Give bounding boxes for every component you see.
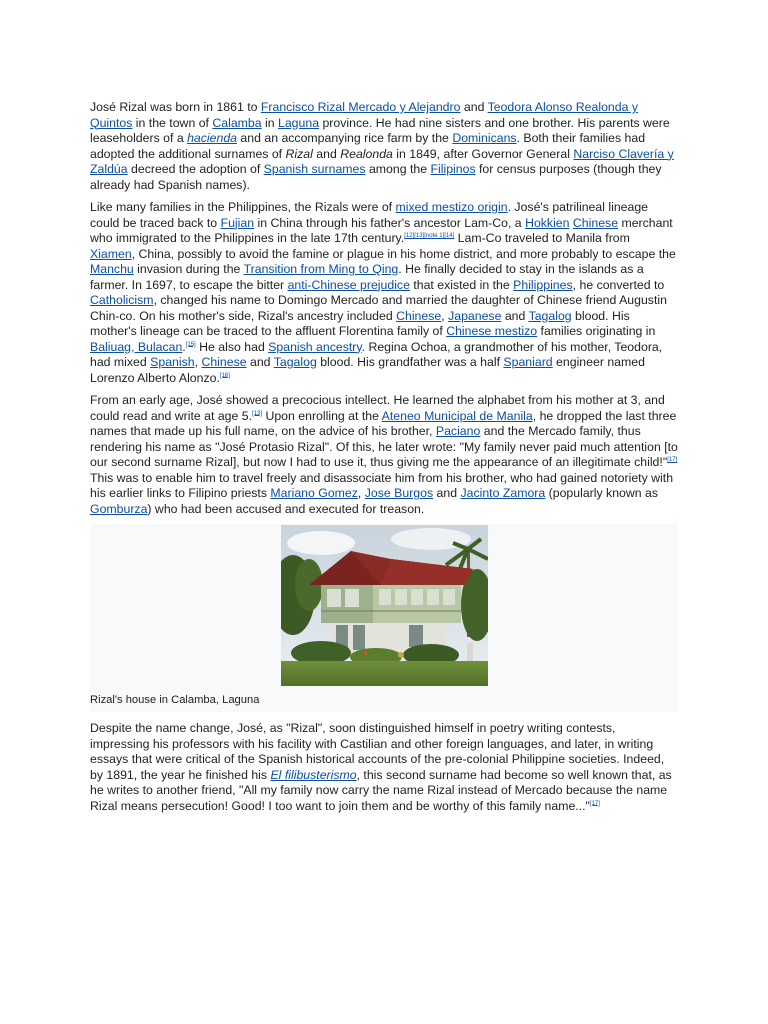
wiki-link[interactable]: Mariano Gomez <box>270 486 358 500</box>
wiki-link[interactable]: Philippines <box>513 277 573 292</box>
wiki-link[interactable]: Jose Burgos <box>364 486 434 500</box>
text-run: From an early age, José showed a precocious intellect. He learned the alphabet from his mother at 3, and could read and write at age 5. <box>90 393 665 423</box>
text-run: and <box>312 146 341 161</box>
wiki-link[interactable]: Chinese <box>572 215 619 230</box>
wiki-link[interactable]: Chinese <box>201 355 247 369</box>
wiki-link[interactable]: Laguna <box>278 115 320 130</box>
text-run: Upon enrolling at the <box>262 408 382 423</box>
wiki-link[interactable]: Chinese mestizo <box>446 324 538 338</box>
text-run: Despite the name change, José, as "Rizal", soon distinguished himself in poetry writing contests, impressing his professors with his facility with Castilian and other foreign languages, and later, in writing essays that were critical of the Spanish historical accounts of the pre-colonial Philippine societies. Indeed, by 1891, the year he finished his <box>90 721 665 782</box>
citation-ref[interactable]: [13] <box>252 410 263 417</box>
text-run: blood. His mother's lineage can be traced to the affluent Florentina family of <box>90 308 630 338</box>
paragraph-early-life <box>90 393 678 517</box>
wiki-link[interactable]: Ateneo Municipal de Manila <box>381 408 533 423</box>
text-run: He also had <box>195 339 269 354</box>
text-run: , China, possibly to avoid the famine or plague in his home district, and more probably to escape the <box>131 246 676 261</box>
text-run: engineer named Lorenzo Alberto Alonzo. <box>90 355 645 385</box>
text-run: , he converted to <box>572 277 665 292</box>
text-run: Realonda <box>340 146 393 161</box>
text-run: families originating in <box>537 324 656 338</box>
text-run: province. He had nine sisters and one brother. His parents were leaseholders of a <box>90 115 670 145</box>
text-run: , <box>441 308 449 323</box>
wiki-link[interactable]: Paciano <box>435 424 481 438</box>
text-run: , he dropped the last three names that made up his full name, on the advice of his brother, <box>90 408 677 438</box>
text-run: , <box>194 355 202 369</box>
text-run: , changed his name to Domingo Mercado and married the daughter of Chinese friend Augustin Chin-co. On his mother's side, Rizal's ancestry included <box>90 293 667 323</box>
text-run: , <box>357 486 365 500</box>
wiki-link[interactable]: Filipinos <box>430 162 476 176</box>
text-run: and the Mercado family, thus rendering his name as "José Protasio Rizal". Of this, he later wrote: "My family never paid much attention [to our second surname Rizal], but now I had to use it, thus giving me the appearance of an illegitimate child!" <box>90 424 678 469</box>
rizal-house-photo <box>281 525 488 686</box>
citation-ref[interactable]: [17] <box>589 800 600 807</box>
text-run: , this second surname had become so well known that, as he writes to another friend, "All my family now carry the name Rizal instead of Mercado because the name Rizal means persecution! Good! I too want to join them and be worthy of this family name..." <box>90 767 672 813</box>
citation-ref[interactable]: [16] <box>219 372 230 379</box>
text-run: in 1849, after Governor General <box>392 146 574 161</box>
citation-ref[interactable]: [15] <box>185 341 196 348</box>
wiki-link[interactable]: Xiamen <box>90 246 132 261</box>
wiki-link[interactable]: mixed mestizo origin <box>395 200 508 214</box>
wiki-link[interactable]: Chinese <box>396 308 442 323</box>
text-run: among the <box>365 162 431 176</box>
wiki-link[interactable]: Gomburza <box>90 501 148 516</box>
text-run: . <box>182 339 186 354</box>
text-run: in <box>261 115 278 130</box>
figure-caption: Rizal's house in Calamba, Laguna <box>90 694 260 706</box>
wiki-link[interactable]: Japanese <box>448 308 502 323</box>
text-run: and <box>460 100 488 114</box>
text-run: in the town of <box>132 115 213 130</box>
wiki-link[interactable]: Francisco Rizal Mercado y Alejandro <box>260 100 461 114</box>
house-figure <box>90 524 678 712</box>
wiki-link[interactable]: Dominicans <box>452 131 517 145</box>
wiki-link[interactable]: Manchu <box>90 262 134 276</box>
wiki-link[interactable]: Spanish surnames <box>263 162 366 176</box>
citation-ref[interactable]: [12][13][note 1][14] <box>404 232 455 239</box>
text-run: and <box>501 308 529 323</box>
text-run: ) who had been accused and executed for treason. <box>147 501 425 516</box>
text-run: José Rizal was born in 1861 to <box>90 100 261 114</box>
paragraph-birth <box>90 100 678 193</box>
wiki-link[interactable]: Spaniard <box>503 355 553 369</box>
wiki-link[interactable]: El filibusterismo <box>270 767 357 782</box>
text-run: . José's patrilineal lineage could be traced back to <box>90 200 649 230</box>
text-run: Lam-Co traveled to Manila from <box>454 231 630 245</box>
wiki-link[interactable]: Catholicism <box>90 293 154 307</box>
text-run: and an accompanying rice farm by the <box>237 131 453 145</box>
wiki-link[interactable]: Hokkien <box>525 215 570 230</box>
text-run: in China through his father's ancestor Lam-Co, a <box>254 215 526 230</box>
text-run: invasion during the <box>133 262 244 276</box>
text-run: This was to enable him to travel freely and disassociate him from his brother, who had gained notoriety with his earlier links to Filipino priests <box>90 470 674 500</box>
text-run: . He finally decided to stay in the islands as a farmer. In 1697, to escape the bitter <box>90 262 644 292</box>
text-run: for census purposes (though they already had Spanish names). <box>90 162 662 192</box>
text-run: . Both their families had adopted the additional surnames of <box>90 131 646 161</box>
text-run: and <box>246 355 274 369</box>
wiki-link[interactable]: Tagalog <box>273 355 317 369</box>
citation-ref[interactable]: [17] <box>667 456 678 463</box>
wiki-link[interactable]: anti-Chinese prejudice <box>287 277 410 292</box>
wiki-link[interactable]: Baliuag, Bulacan <box>90 339 183 354</box>
wiki-link[interactable]: Tagalog <box>528 308 572 323</box>
wiki-link[interactable]: Teodora Alonso Realonda y Quintos <box>90 100 639 130</box>
wiki-link[interactable]: Fujian <box>220 215 255 230</box>
wiki-link[interactable]: Transition from Ming to Qing <box>243 262 399 276</box>
text-run: that existed in the <box>409 277 514 292</box>
wiki-link[interactable]: hacienda <box>187 131 237 145</box>
paragraph-name-change <box>90 721 678 814</box>
wiki-link[interactable]: Narciso Clavería y Zaldúa <box>90 146 674 176</box>
text-run: . Regina Ochoa, a grandmother of his mother, Teodora, had mixed <box>90 339 663 369</box>
wiki-link[interactable]: Spanish <box>150 355 195 369</box>
text-run: merchant who immigrated to the Philippines in the late 17th century. <box>90 215 673 245</box>
wiki-link[interactable]: Calamba <box>212 115 262 130</box>
article-body <box>90 100 678 821</box>
wiki-link[interactable]: Jacinto Zamora <box>460 486 546 500</box>
text-run: and <box>433 486 461 500</box>
text-run: Like many families in the Philippines, the Rizals were of <box>90 200 396 214</box>
text-run: blood. His grandfather was a half <box>316 355 504 369</box>
text-run: (popularly known as <box>545 486 658 500</box>
text-run: decreed the adoption of <box>127 162 264 176</box>
wiki-link[interactable]: Spanish ancestry <box>268 339 362 354</box>
text-run: Rizal <box>285 146 313 161</box>
paragraph-ancestry <box>90 200 678 386</box>
